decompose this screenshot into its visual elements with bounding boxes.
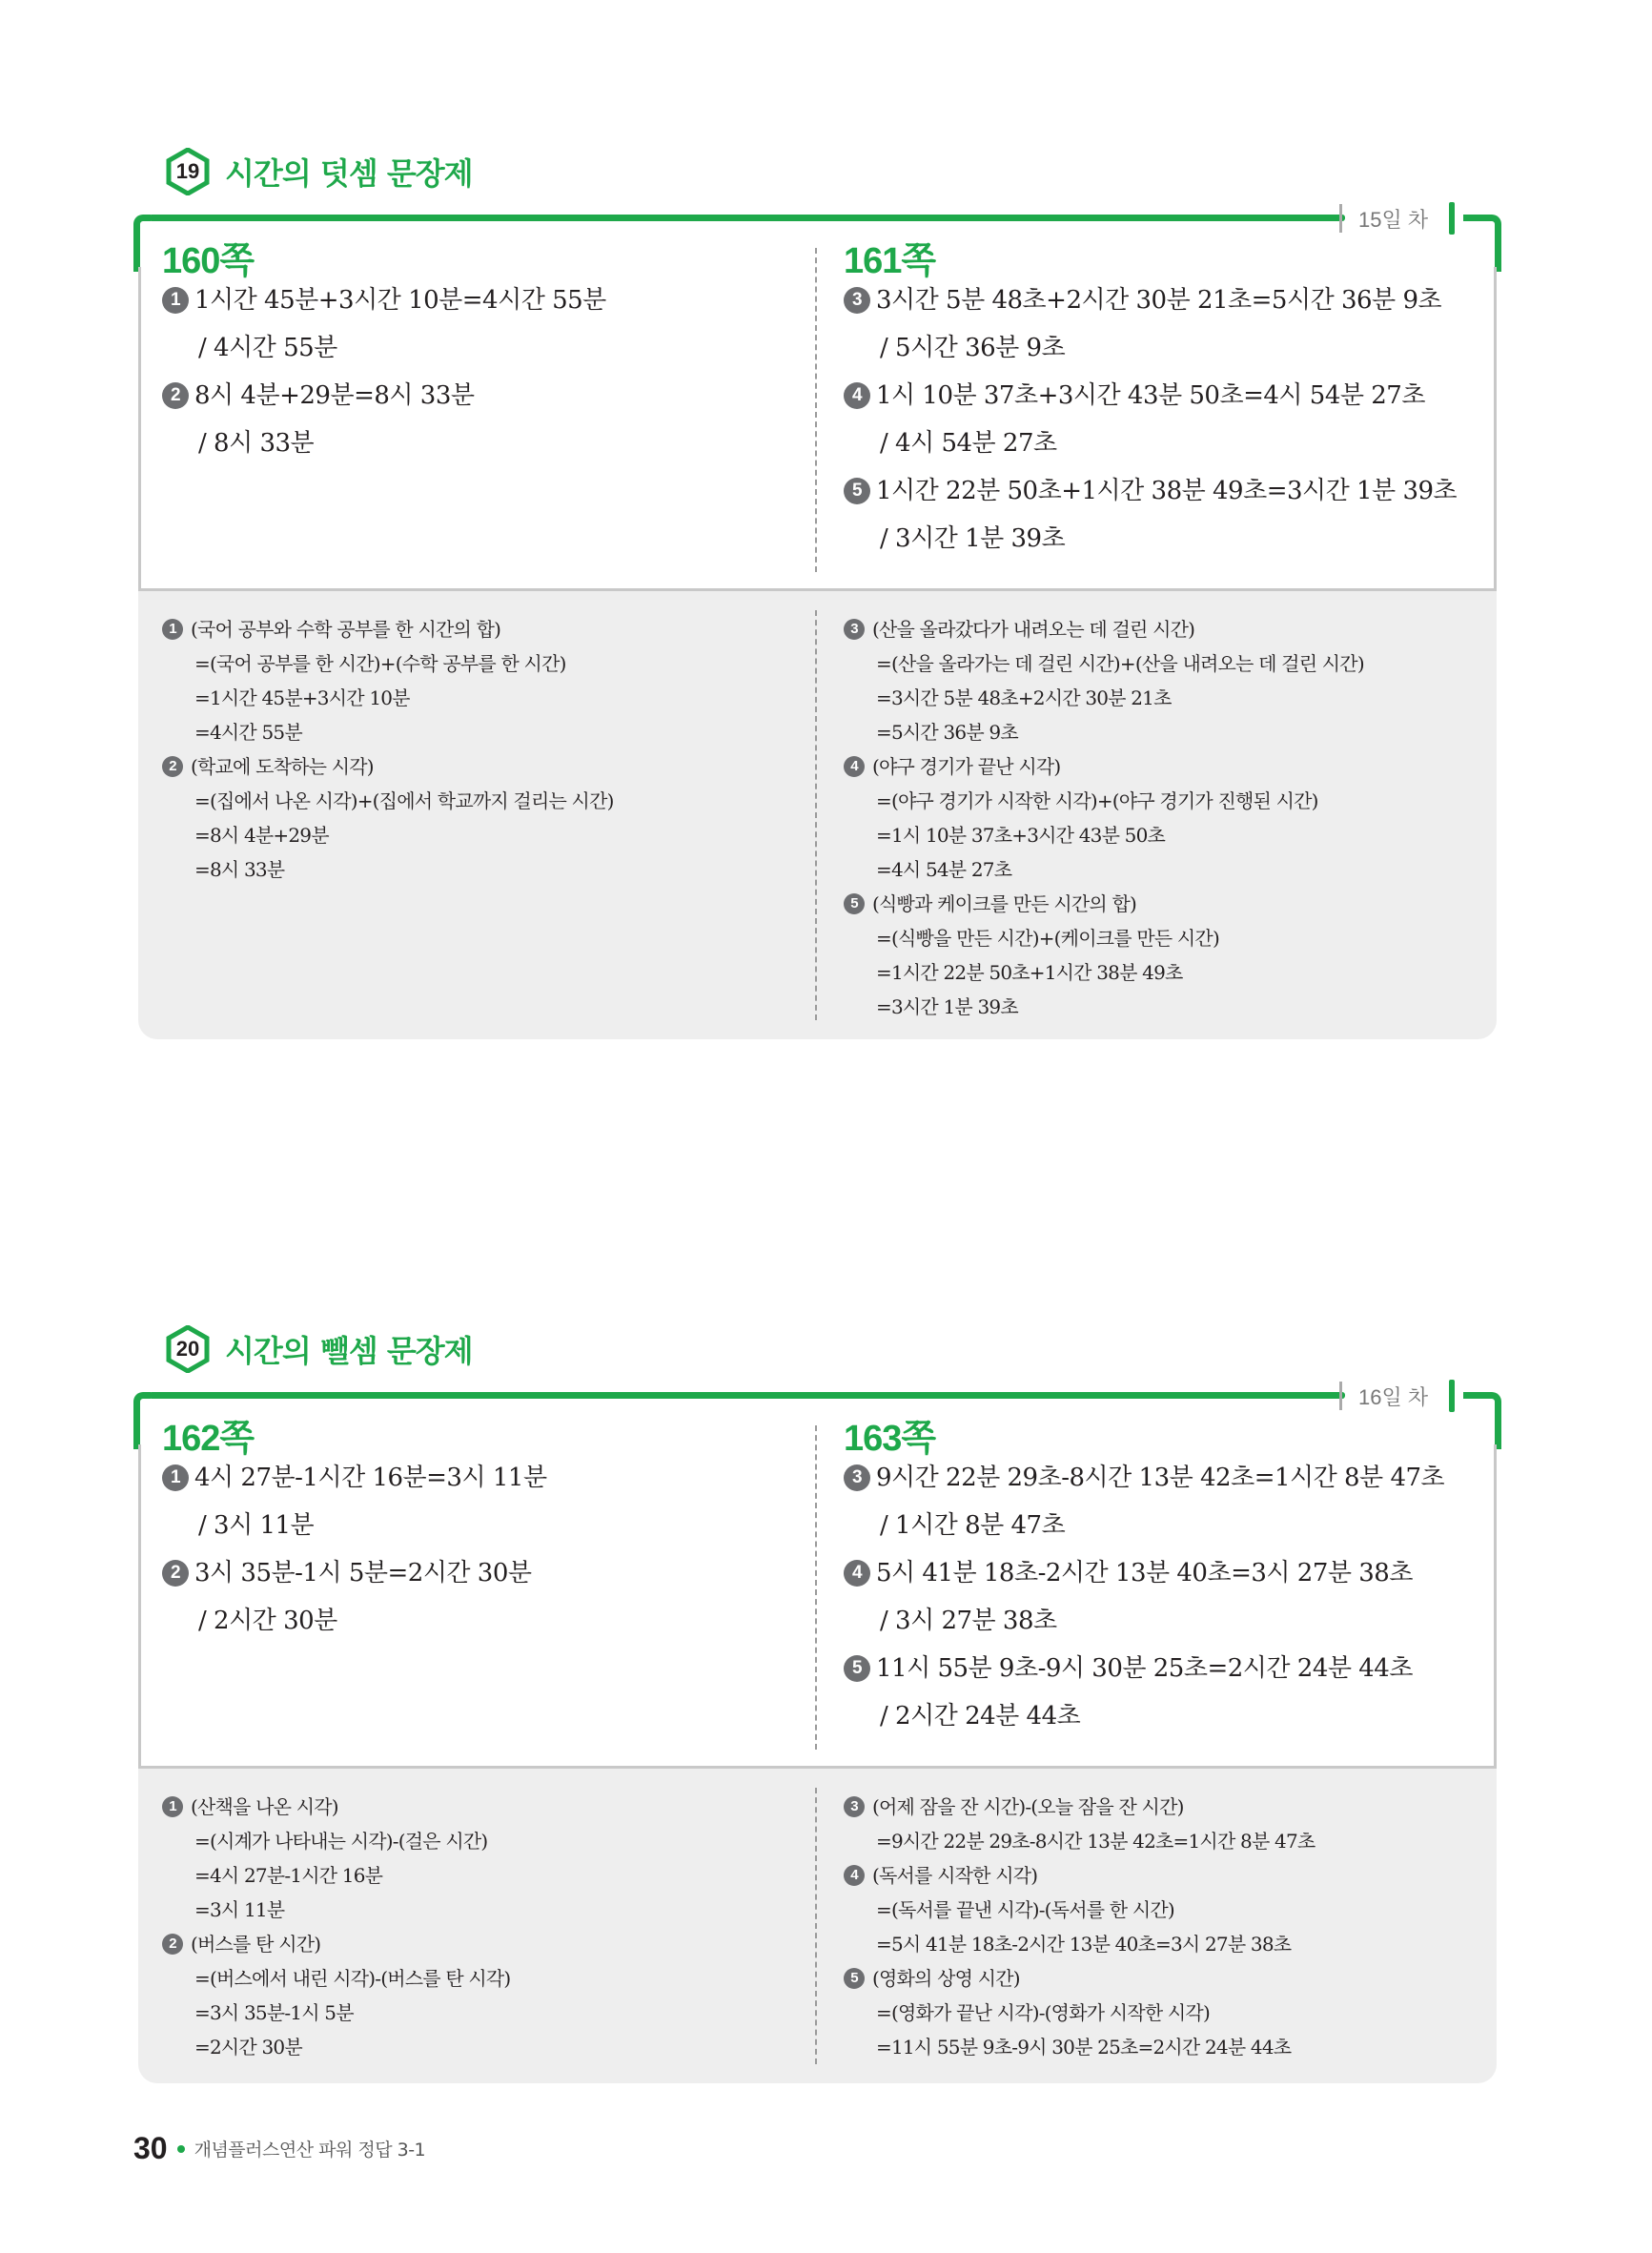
explanation-line [844, 921, 1364, 955]
explanation-line [162, 818, 614, 852]
explanation-line [844, 1790, 1315, 1824]
answer-line [844, 1692, 1444, 1740]
explanation-text: =1시 10분 37초+3시간 43분 50초 [876, 824, 1166, 847]
column-divider [815, 1425, 817, 1750]
frame-corner-right [1463, 1392, 1501, 1449]
section-number: 19 [175, 159, 200, 183]
answer-text: / 3시 11분 [198, 1511, 315, 1540]
section-number: 20 [175, 1337, 200, 1361]
answer-text: / 4시 54분 27초 [880, 429, 1057, 458]
explanation-text: =11시 55분 9초-9시 30분 25초=2시간 24분 44초 [876, 2036, 1292, 2058]
explanation-text: (영화의 상영 시간) [872, 1967, 1020, 1990]
explanation-text: (버스를 탄 시간) [191, 1933, 321, 1956]
answer-text: 1시간 45분+3시간 10분=4시간 55분 [194, 286, 606, 315]
explanation-line [162, 2030, 510, 2064]
answer-text: / 4시간 55분 [198, 334, 337, 362]
problem-number-badge: 4 [844, 1560, 870, 1587]
answer-text: 5시 41분 18초-2시간 13분 40초=3시 27분 38초 [876, 1559, 1413, 1587]
explanation-line [844, 715, 1364, 749]
day-divider [1339, 204, 1342, 233]
explanation-number-badge: 3 [844, 619, 865, 640]
explanation-number-badge: 4 [844, 756, 865, 777]
explanation-number-badge: 5 [844, 893, 865, 914]
explanation-line [844, 852, 1364, 887]
explanation-text: =9시간 22분 29초-8시간 13분 42초=1시간 8분 47초 [876, 1830, 1315, 1853]
answer-line [844, 1645, 1444, 1692]
answer-list [844, 1454, 1444, 1740]
explanation-line [162, 1961, 510, 1996]
answer-line [162, 1549, 547, 1597]
answer-line [162, 420, 606, 467]
explanation-line [844, 1824, 1315, 1858]
answer-text: 3시간 5분 48초+2시간 30분 21초=5시간 36분 9초 [876, 286, 1442, 315]
explanation-text: =(국어 공부를 한 시간)+(수학 공부를 한 시간) [194, 652, 566, 675]
explanation-line [844, 887, 1364, 921]
section-header [164, 1321, 473, 1378]
section-header [164, 143, 473, 200]
answer-text: 1시 10분 37초+3시간 43분 50초=4시 54분 27초 [876, 381, 1425, 410]
study-day-label: 16일 차 [1358, 1385, 1429, 1409]
explanation-line [844, 612, 1364, 646]
problem-number-badge: 3 [844, 287, 870, 314]
explanation-text: =(식빵을 만든 시간)+(케이크를 만든 시간) [876, 927, 1219, 950]
answer-text: 3시 35분-1시 5분=2시간 30분 [194, 1559, 532, 1587]
column-divider [815, 1788, 817, 2064]
answer-text: / 3시 27분 38초 [880, 1607, 1057, 1635]
problem-number-badge: 5 [844, 1655, 870, 1682]
answer-list [162, 277, 606, 467]
explanation-line [162, 646, 614, 681]
explanation-line [162, 1858, 510, 1893]
answer-line [162, 277, 606, 324]
answer-line [844, 372, 1457, 420]
answer-text: 4시 27분-1시간 16분=3시 11분 [194, 1464, 547, 1492]
explanation-line [844, 1961, 1315, 1996]
answer-text: 9시간 22분 29초-8시간 13분 42초=1시간 8분 47초 [876, 1464, 1445, 1492]
explanation-text: =5시간 36분 9초 [876, 721, 1018, 744]
answer-line [162, 1597, 547, 1645]
explanation-text: =(영화가 끝난 시각)-(영화가 시작한 시각) [876, 2001, 1210, 2024]
explanation-line [844, 990, 1364, 1024]
section-title: 시간의 덧셈 문장제 [225, 155, 473, 192]
explanation-line [844, 681, 1364, 715]
explanation-line [162, 1996, 510, 2030]
page-label: 163쪽 [844, 1419, 936, 1459]
answer-list [162, 1454, 547, 1645]
explanation-line [162, 1893, 510, 1927]
explanation-text: =3시간 5분 48초+2시간 30분 21초 [876, 686, 1172, 709]
explanation-list [844, 1790, 1315, 2064]
explanation-text: =(산을 올라가는 데 걸린 시간)+(산을 내려오는 데 걸린 시간) [876, 652, 1364, 675]
explanation-list [162, 1790, 510, 2064]
day-marker [1449, 1380, 1455, 1412]
column-divider [815, 610, 817, 1020]
answer-line [844, 324, 1457, 372]
explanation-text: =4시 27분-1시간 16분 [194, 1864, 383, 1887]
page-label: 162쪽 [162, 1419, 255, 1459]
answer-line [162, 1502, 547, 1549]
answer-text: 1시간 22분 50초+1시간 38분 49초=3시간 1분 39초 [876, 477, 1458, 505]
answer-text: / 8시 33분 [198, 429, 315, 458]
explanation-line [844, 1996, 1315, 2030]
explanation-text: =8시 33분 [194, 858, 285, 881]
explanation-number-badge: 3 [844, 1796, 865, 1817]
explanation-text: (어제 잠을 잔 시간)-(오늘 잠을 잔 시간) [872, 1795, 1184, 1818]
answer-line [844, 277, 1457, 324]
explanation-line [162, 1927, 510, 1961]
explanation-line [844, 646, 1364, 681]
explanation-text: =(버스에서 내린 시각)-(버스를 탄 시각) [194, 1967, 511, 1990]
problem-number-badge: 5 [844, 478, 870, 504]
page-footer [133, 2131, 425, 2166]
problem-number-badge: 3 [844, 1464, 870, 1491]
answer-line [844, 515, 1457, 563]
frame-corner-left [133, 215, 151, 272]
explanation-text: (국어 공부와 수학 공부를 한 시간의 합) [191, 618, 501, 641]
explanation-text: (산책을 나온 시각) [191, 1795, 338, 1818]
answer-line [162, 1454, 547, 1502]
explanation-text: =(시계가 나타내는 시각)-(걸은 시간) [194, 1830, 488, 1853]
explanation-line [162, 612, 614, 646]
explanation-text: =(집에서 나온 시각)+(집에서 학교까지 걸리는 시간) [194, 789, 614, 812]
answer-line [844, 1502, 1444, 1549]
answer-line [162, 372, 606, 420]
problem-number-badge: 2 [162, 382, 189, 409]
explanation-text: =(독서를 끝낸 시각)-(독서를 한 시간) [876, 1898, 1174, 1921]
explanation-line [844, 749, 1364, 784]
problem-number-badge: 4 [844, 382, 870, 409]
explanation-text: =4시간 55분 [194, 721, 302, 744]
explanation-text: (학교에 도착하는 시각) [191, 755, 374, 778]
explanation-line [844, 1858, 1315, 1893]
section-top-line [149, 215, 1345, 221]
explanation-line [844, 818, 1364, 852]
answer-text: / 3시간 1분 39초 [880, 524, 1066, 553]
footer-text: 개념플러스연산 파워 정답 3-1 [194, 2140, 426, 2161]
explanation-text: =4시 54분 27초 [876, 858, 1012, 881]
explanation-text: (식빵과 케이크를 만든 시간의 합) [872, 892, 1136, 915]
footer-dot [177, 2145, 185, 2153]
study-day-label: 15일 차 [1358, 208, 1429, 232]
explanation-line [162, 1824, 510, 1858]
explanation-text: =1시간 45분+3시간 10분 [194, 686, 410, 709]
frame-corner-right [1463, 215, 1501, 272]
explanation-text: (독서를 시작한 시각) [872, 1864, 1038, 1887]
section-frame [133, 210, 1506, 1039]
explanation-text: (산을 올라갔다가 내려오는 데 걸린 시간) [872, 618, 1195, 641]
explanation-text: =1시간 22분 50초+1시간 38분 49초 [876, 961, 1183, 984]
answer-text: / 1시간 8분 47초 [880, 1511, 1066, 1540]
answer-line [844, 1549, 1444, 1597]
section-title: 시간의 뺄셈 문장제 [225, 1333, 473, 1369]
answer-line [162, 324, 606, 372]
page-number: 30 [133, 2131, 168, 2165]
section-top-line [149, 1392, 1345, 1399]
answer-line [844, 1454, 1444, 1502]
explanation-number-badge: 1 [162, 619, 183, 640]
section-number-badge [164, 148, 212, 195]
page-label: 161쪽 [844, 241, 936, 281]
explanation-list [162, 612, 614, 887]
explanation-line [162, 681, 614, 715]
explanation-line [162, 784, 614, 818]
explanation-number-badge: 5 [844, 1968, 865, 1989]
explanation-number-badge: 1 [162, 1796, 183, 1817]
explanation-line [162, 1790, 510, 1824]
frame-corner-left [133, 1392, 151, 1449]
section-frame [133, 1387, 1506, 2083]
explanation-text: =8시 4분+29분 [194, 824, 329, 847]
explanation-line [844, 955, 1364, 990]
explanation-number-badge: 4 [844, 1865, 865, 1886]
explanation-number-badge: 2 [162, 1934, 183, 1955]
explanation-line [844, 2030, 1315, 2064]
answer-line [844, 467, 1457, 515]
problem-number-badge: 1 [162, 1464, 189, 1491]
explanation-line [162, 852, 614, 887]
explanation-line [162, 715, 614, 749]
explanation-text: (야구 경기가 끝난 시각) [872, 755, 1061, 778]
column-divider [815, 248, 817, 572]
page-label: 160쪽 [162, 241, 255, 281]
day-divider [1339, 1382, 1342, 1410]
section-number-badge [164, 1325, 212, 1373]
explanation-line [844, 784, 1364, 818]
explanation-text: =5시 41분 18초-2시간 13분 40초=3시 27분 38초 [876, 1933, 1292, 1956]
answer-line [844, 420, 1457, 467]
answer-line [844, 1597, 1444, 1645]
answer-text: / 5시간 36분 9초 [880, 334, 1066, 362]
explanation-list [844, 612, 1364, 1024]
explanation-line [162, 749, 614, 784]
explanation-number-badge: 2 [162, 756, 183, 777]
day-marker [1449, 202, 1455, 235]
explanation-text: =2시간 30분 [194, 2036, 302, 2058]
answer-list [844, 277, 1457, 563]
problem-number-badge: 2 [162, 1560, 189, 1587]
answer-text: / 2시간 24분 44초 [880, 1702, 1081, 1731]
explanation-text: =3시 35분-1시 5분 [194, 2001, 354, 2024]
problem-number-badge: 1 [162, 287, 189, 314]
answer-text: 8시 4분+29분=8시 33분 [194, 381, 475, 410]
answer-text: 11시 55분 9초-9시 30분 25초=2시간 24분 44초 [876, 1654, 1413, 1683]
explanation-text: =(야구 경기가 시작한 시각)+(야구 경기가 진행된 시간) [876, 789, 1318, 812]
explanation-line [844, 1893, 1315, 1927]
explanation-text: =3시간 1분 39초 [876, 995, 1018, 1018]
explanation-text: =3시 11분 [194, 1898, 285, 1921]
answer-text: / 2시간 30분 [198, 1607, 337, 1635]
explanation-line [844, 1927, 1315, 1961]
